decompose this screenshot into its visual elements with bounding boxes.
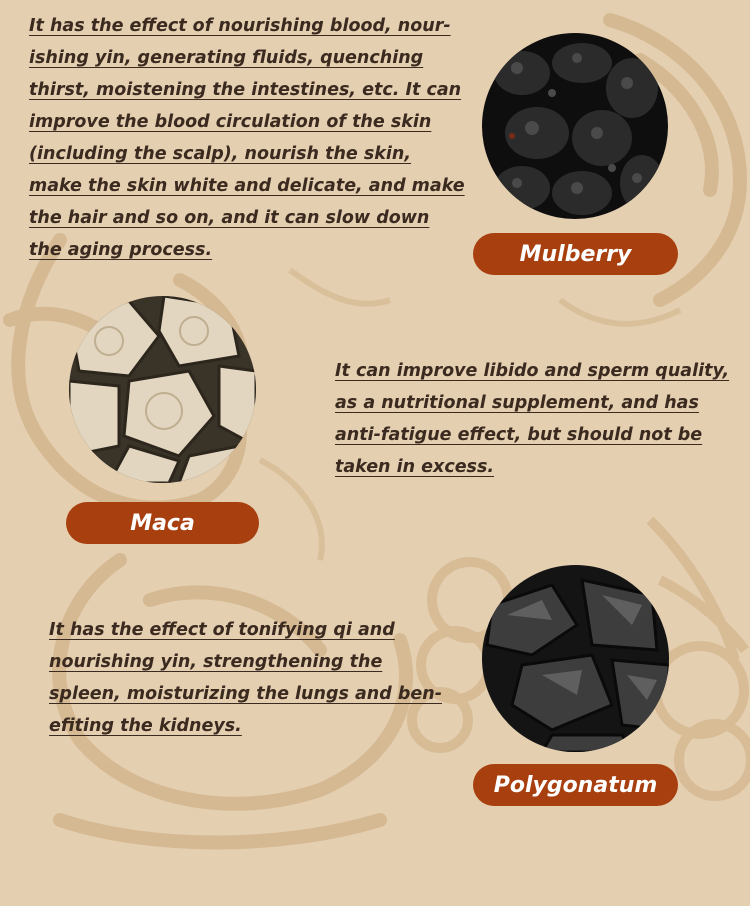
maca-description: It can improve libido and sperm quality, as a nutritional supplement, and has anti-fatigue effect, but should not be taken in excess.	[335, 361, 730, 477]
maca-label: Maca	[66, 502, 259, 544]
mulberry-label: Mulberry	[473, 233, 678, 275]
polygonatum-photo	[482, 565, 669, 752]
mulberry-photo	[482, 33, 668, 219]
polygonatum-description: It has the effect of tonifying qi and nourishing yin, strengthening the spleen, moisturizing the lungs and ben- efiting the kidneys.	[49, 620, 443, 736]
polygonatum-label: Polygonatum	[473, 764, 678, 806]
maca-photo	[69, 296, 256, 483]
mulberry-description: It has the effect of nourishing blood, nour- ishing yin, generating fluids, quenching thirst, moistening the intestines, etc. It can improve the blood circulation of the skin (including the scalp), nourish the skin, make the skin white and delicate, and make the hair and so on, and it can slow down the aging process.	[29, 16, 465, 260]
